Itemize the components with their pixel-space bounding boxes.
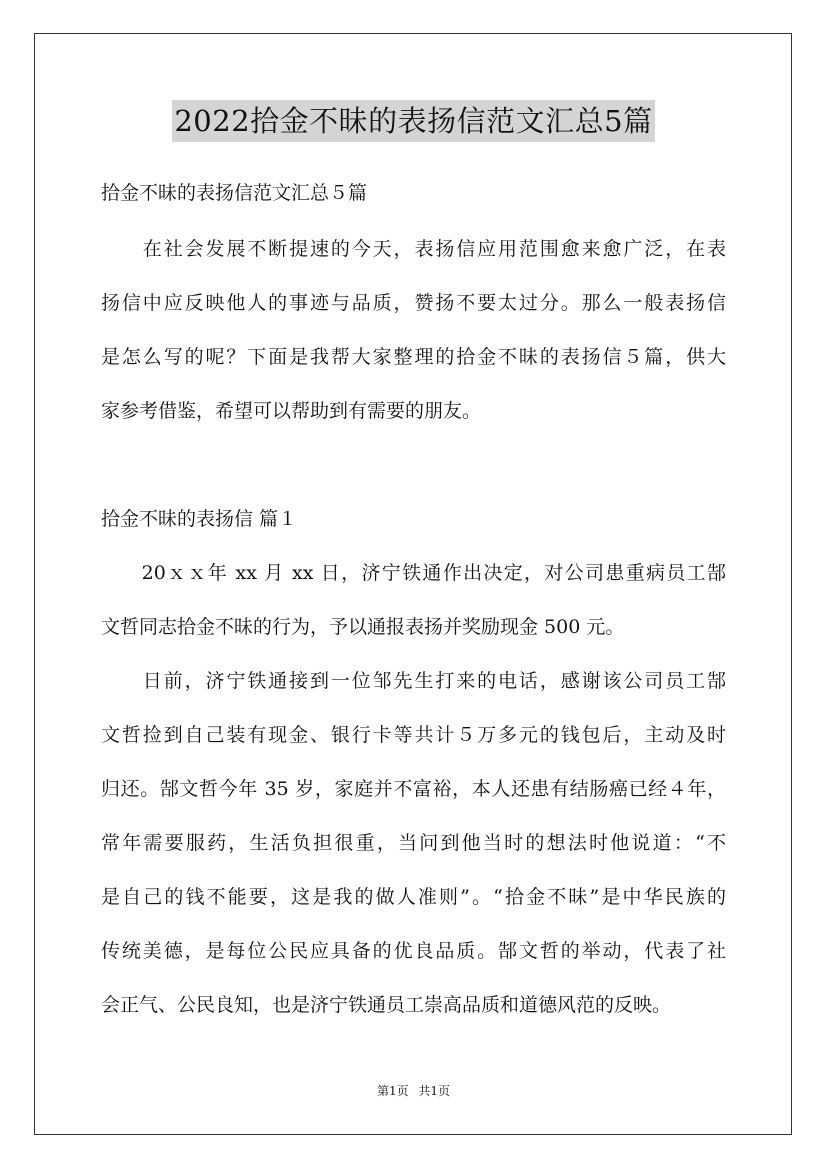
page-number: 第1页 — [376, 1084, 409, 1098]
title-wrap — [0, 100, 827, 142]
paragraph-line: 会正气、公民良知，也是济宁铁通员工崇高品质和道德风范的反映。 — [101, 994, 672, 1016]
paragraph-line: 传统美德，是每位公民应具备的优良品质。郜文哲的举动，代表了社 — [101, 940, 726, 962]
paragraph-line: 文哲捡到自己装有现金、银行卡等共计５万多元的钱包后，主动及时 — [101, 724, 726, 746]
paragraph-line: 文哲同志拾金不昧的行为，予以通报表扬并奖励现金 500 元。 — [101, 616, 625, 638]
document-subtitle: 拾金不昧的表扬信范文汇总５篇 — [101, 182, 368, 204]
section-heading: 拾金不昧的表扬信 篇１ — [101, 508, 298, 530]
paragraph-line: 常年需要服药，生活负担很重，当问到他当时的想法时他说道：“不 — [101, 832, 726, 854]
paragraph-line: 20ｘｘ年 xx 月 xx 日，济宁铁通作出决定，对公司患重病员工郜 — [101, 562, 726, 584]
document-title: 2022拾金不昧的表扬信范文汇总5篇 — [172, 100, 654, 142]
page-total: 共1页 — [418, 1084, 451, 1098]
intro-line: 家参考借鉴，希望可以帮助到有需要的朋友。 — [101, 400, 482, 422]
intro-line: 扬信中应反映他人的事迹与品质，赞扬不要太过分。那么一般表扬信 — [101, 292, 726, 314]
page-footer — [0, 1083, 827, 1099]
intro-line: 是怎么写的呢？下面是我帮大家整理的拾金不昧的表扬信５篇，供大 — [101, 346, 726, 368]
paragraph-line: 日前，济宁铁通接到一位邹先生打来的电话，感谢该公司员工郜 — [101, 670, 726, 692]
paragraph-line: 是自己的钱不能要，这是我的做人准则”。“拾金不昧”是中华民族的 — [101, 886, 726, 908]
paragraph-line: 归还。郜文哲今年 35 岁，家庭并不富裕，本人还患有结肠癌已经４年， — [101, 778, 726, 800]
intro-line: 在社会发展不断提速的今天，表扬信应用范围愈来愈广泛，在表 — [101, 238, 726, 260]
